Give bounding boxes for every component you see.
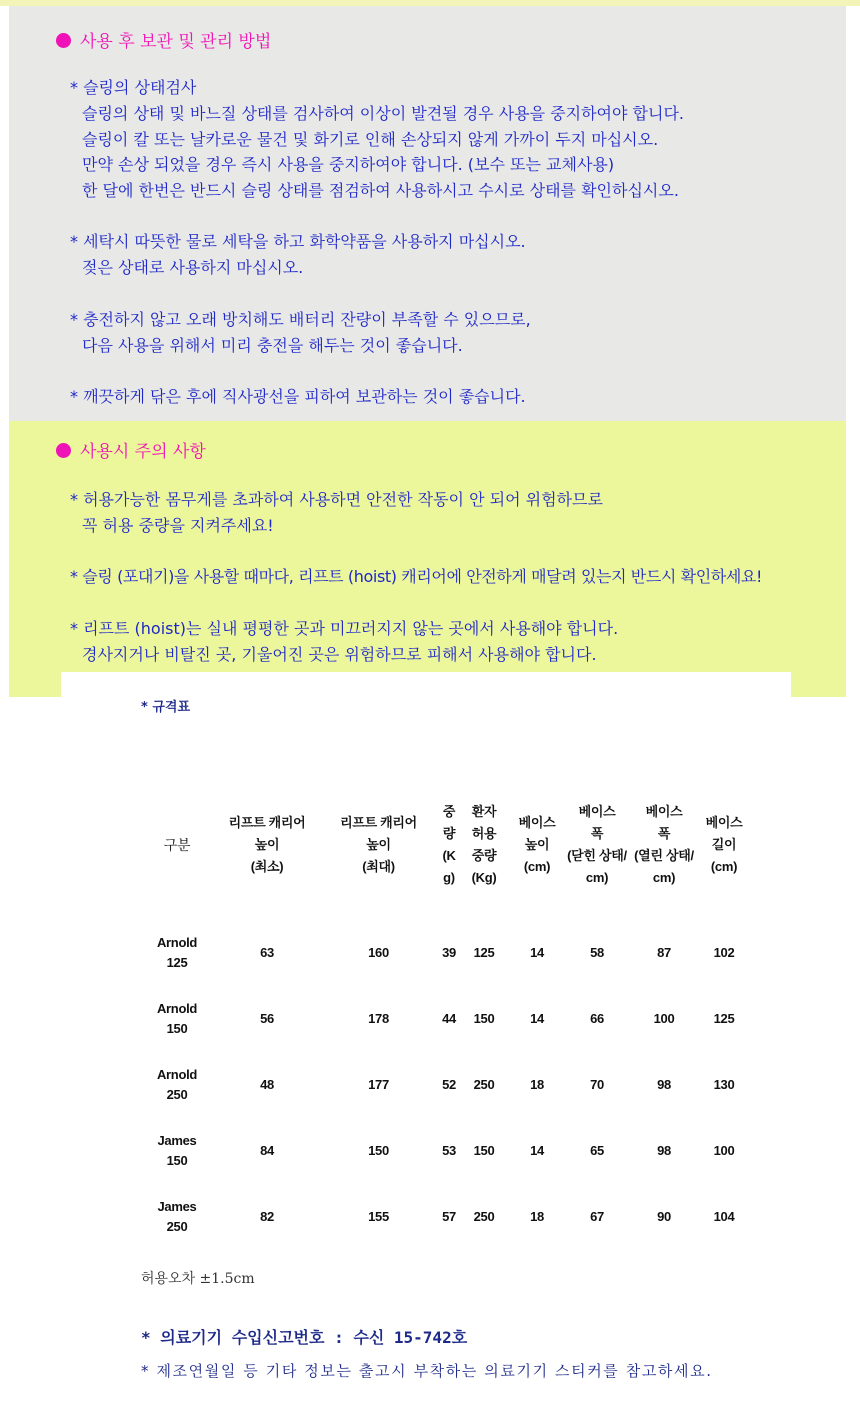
table-cell: 102 (713, 945, 735, 960)
storage-line: 슬링의 상태 및 바느질 상태를 검사하여 이상이 발견될 경우 사용을 중지하여야 합니다. (82, 104, 684, 123)
table-cell: 58 (590, 945, 604, 960)
header-carrier-height-max: 리프트 캐리어 높이 (최대) (340, 815, 417, 874)
spec-heading: * 규격표 (141, 700, 190, 715)
storage-line: * 세탁시 따뜻한 물로 세탁을 하고 화학약품을 사용하지 마십시오. (70, 232, 526, 251)
caution-line: 경사지거나 비탈진 곳, 기울어진 곳은 위험하므로 피해서 사용해야 합니다. (82, 645, 597, 664)
model-cell: James 250 (157, 1199, 197, 1234)
storage-line: 젖은 상태로 사용하지 마십시오. (82, 258, 304, 277)
model-cell: Arnold 250 (156, 1067, 198, 1102)
table-cell: 18 (530, 1077, 544, 1092)
caution-line: * 허용가능한 몸무게를 초과하여 사용하면 안전한 작동이 안 되어 위험하므로 (70, 490, 603, 509)
model-cell: James 150 (157, 1133, 197, 1168)
table-row (137, 1118, 750, 1184)
table-cell: 125 (473, 945, 495, 960)
table-cell: 90 (657, 1209, 671, 1224)
caution-title-text: 사용시 주의 사항 (80, 442, 206, 462)
spec-table (137, 770, 750, 1250)
storage-line: * 깨끗하게 닦은 후에 직사광선을 피하여 보관하는 것이 좋습니다. (70, 387, 526, 406)
table-cell: 67 (590, 1209, 604, 1224)
table-row (137, 1052, 750, 1118)
caution-line: * 리프트 (hoist)는 실내 평평한 곳과 미끄러지지 않는 곳에서 사용해야 합니다. (70, 619, 619, 638)
table-cell: 130 (713, 1077, 735, 1092)
caution-title (56, 437, 206, 462)
storage-line: 다음 사용을 위해서 미리 충전을 해두는 것이 좋습니다. (82, 336, 463, 355)
weight-cell: 57 (442, 1209, 456, 1224)
table-cell: 14 (530, 945, 544, 960)
spec-header-row (137, 770, 750, 920)
storage-title-text: 사용 후 보관 및 관리 방법 (80, 32, 272, 52)
header-category: 구분 (163, 837, 191, 853)
table-cell: 18 (530, 1209, 544, 1224)
table-cell: 178 (368, 1011, 389, 1026)
header-patient-weight: 환자 허용 중량 (Kg) (471, 804, 497, 885)
storage-line: 만약 손상 되었을 경우 즉시 사용을 중지하여야 합니다. (보수 또는 교체사용) (82, 155, 615, 174)
model-cell: Arnold 150 (156, 1001, 198, 1036)
table-cell: 63 (260, 945, 274, 960)
table-cell: 84 (260, 1143, 274, 1158)
storage-panel (9, 6, 846, 421)
table-cell: 87 (657, 945, 671, 960)
table-cell: 250 (473, 1209, 495, 1224)
import-number: * 의료기기 수입신고번호 : 수신 15-742호 (141, 1328, 468, 1347)
storage-line: 슬링이 칼 또는 날카로운 물건 및 화기로 인해 손상되지 않게 가까이 두지 마십시오. (82, 130, 659, 149)
sticker-note: * 제조연월일 등 기타 정보는 출고시 부착하는 의료기기 스티커를 참고하세요. (141, 1362, 713, 1380)
table-cell: 125 (713, 1011, 735, 1026)
table-cell: 250 (473, 1077, 495, 1092)
weight-cell: 53 (442, 1143, 456, 1158)
table-cell: 70 (590, 1077, 604, 1092)
table-cell: 100 (653, 1011, 675, 1026)
weight-cell: 44 (442, 1011, 456, 1026)
tolerance-note: 허용오차 ±1.5cm (141, 1271, 255, 1287)
table-cell: 155 (368, 1209, 389, 1224)
header-base-width-open: 베이스 폭 (열린 상태/ cm) (634, 804, 694, 885)
table-cell: 150 (473, 1011, 495, 1026)
table-cell: 150 (473, 1143, 495, 1158)
table-cell: 48 (260, 1077, 274, 1092)
header-base-length: 베이스 길이 (cm) (705, 815, 743, 874)
header-base-height: 베이스 높이 (cm) (518, 815, 556, 874)
table-cell: 160 (368, 945, 389, 960)
storage-line: 한 달에 한번은 반드시 슬링 상태를 점검하여 사용하시고 수시로 상태를 확인하십시오. (82, 181, 679, 200)
header-weight: 중량(Kg) (442, 804, 456, 885)
caution-line: 꼭 허용 중량을 지켜주세요! (82, 516, 274, 535)
table-cell: 82 (260, 1209, 274, 1224)
storage-line: * 충전하지 않고 오래 방치해도 배터리 잔량이 부족할 수 있으므로, (70, 310, 531, 329)
table-cell: 150 (368, 1143, 389, 1158)
table-cell: 66 (590, 1011, 604, 1026)
storage-line: * 슬링의 상태검사 (70, 78, 197, 97)
table-cell: 104 (713, 1209, 735, 1224)
table-cell: 14 (530, 1143, 544, 1158)
storage-title (56, 27, 271, 52)
table-cell: 98 (657, 1077, 671, 1092)
model-cell: Arnold 125 (156, 935, 198, 970)
bullet-dot-icon (56, 33, 71, 48)
table-row (137, 920, 750, 986)
table-row (137, 986, 750, 1052)
header-carrier-height-min: 리프트 캐리어 높이 (최소) (228, 815, 306, 874)
table-row (137, 1184, 750, 1250)
table-cell: 98 (657, 1143, 671, 1158)
table-cell: 100 (713, 1143, 735, 1158)
header-base-width-closed: 베이스 폭 (닫힌 상태/ cm) (567, 804, 627, 885)
table-cell: 177 (368, 1077, 389, 1092)
weight-cell: 39 (442, 945, 456, 960)
caution-line: * 슬링 (포대기)을 사용할 때마다, 리프트 (hoist) 캐리어에 안전하게 매달려 있는지 반드시 확인하세요! (70, 567, 762, 586)
table-cell: 65 (590, 1143, 604, 1158)
weight-cell: 52 (442, 1077, 456, 1092)
bullet-dot-icon (56, 443, 71, 458)
table-cell: 56 (260, 1011, 274, 1026)
table-cell: 14 (530, 1011, 544, 1026)
